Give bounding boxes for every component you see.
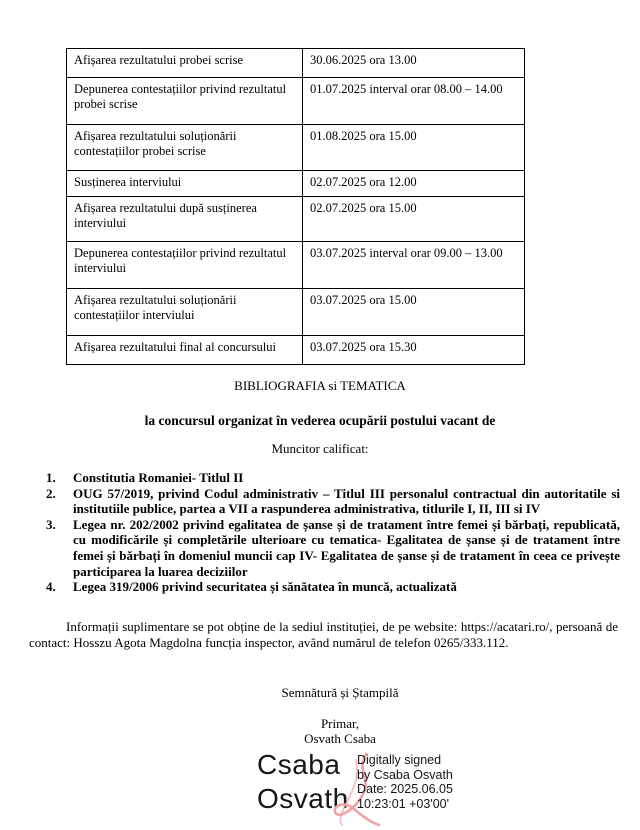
schedule-step-label: Afișarea rezultatului după susținerea interviului xyxy=(67,197,303,242)
schedule-step-value: 03.07.2025 ora 15.30 xyxy=(303,336,525,365)
bibliography-title: BIBLIOGRAFIA si TEMATICA xyxy=(234,378,406,393)
list-item-text: Constitutia Romaniei- Titlul II xyxy=(73,470,244,485)
schedule-step-value: 03.07.2025 interval orar 09.00 – 13.00 xyxy=(303,242,525,289)
list-item-number: 4. xyxy=(46,579,56,595)
digital-signature-detail-line: Date: 2025.06.05 xyxy=(357,782,453,797)
list-item-number: 2. xyxy=(46,485,56,501)
digital-signature-detail-line: by Csaba Osvath xyxy=(357,767,453,782)
vacant-position-label: Muncitor calificat: xyxy=(271,441,369,456)
schedule-step-value: 30.06.2025 ora 13.00 xyxy=(303,49,525,78)
table-row xyxy=(67,49,525,78)
list-item-number: 3. xyxy=(46,516,56,532)
digital-signature[interactable] xyxy=(257,751,483,829)
digital-signature-name-line1: Csaba xyxy=(257,749,341,780)
schedule-step-label: Afișarea rezultatului soluționării contestațiilor interviului xyxy=(67,289,303,336)
list-item-text: Legea nr. 202/2002 privind egalitatea de șanse și de tratament între femei și bărbați, republicată, cu modificările și completările ulterioare cu tematica- Egalitatea de șanse și de tratament între femei și bărbați în domeniul muncii cap IV- Egalitatea de șanse și de tratament în ceea ce privește participarea la luarea deciziilor xyxy=(73,516,620,579)
schedule-step-label: Afișarea rezultatului probei scrise xyxy=(67,49,303,78)
contact-info-paragraph: Informații suplimentare se pot obține de la sediul instituției, de pe website: https://acatari.ro/, persoană de contact: Hosszu Agota Magdolna funcția inspector, având numărul de telefon 0265/333.112. xyxy=(29,619,618,650)
schedule-step-value: 02.07.2025 ora 12.00 xyxy=(303,171,525,197)
digital-signature-details xyxy=(357,753,453,811)
table-row xyxy=(67,171,525,197)
digital-signature-detail-line: Digitally signed xyxy=(357,753,442,767)
schedule-table xyxy=(66,48,525,365)
list-item xyxy=(46,470,620,486)
schedule-step-label: Afișarea rezultatului soluționării contestațiilor probei scrise xyxy=(67,125,303,171)
schedule-step-value: 01.07.2025 interval orar 08.00 – 14.00 xyxy=(303,78,525,125)
list-item-text: Legea 319/2006 privind securitatea și sănătatea în muncă, actualizată xyxy=(73,579,457,595)
bibliography-list xyxy=(46,470,620,595)
table-row xyxy=(67,336,525,365)
table-row xyxy=(67,197,525,242)
table-row xyxy=(67,242,525,289)
signatory-block xyxy=(30,716,640,746)
list-item xyxy=(46,579,620,595)
schedule-step-label: Depunerea contestațiilor privind rezultatul probei scrise xyxy=(67,78,303,125)
schedule-step-label: Afișarea rezultatului final al concursului xyxy=(67,336,303,365)
digital-signature-name-line2: Osvath xyxy=(257,783,349,814)
list-item xyxy=(46,517,620,579)
schedule-step-label: Susținerea interviului xyxy=(67,171,303,197)
signatory-name: Osvath Csaba xyxy=(304,731,376,746)
table-row xyxy=(67,289,525,336)
list-item-text: OUG 57/2019, privind Codul administrativ – Titlul III personalul contractual din autoritatile si institutiile publice, partea a VII a raspunderea administrativa, titlurile I, II, III si IV xyxy=(73,485,620,517)
signatory-title: Primar, xyxy=(320,716,360,731)
table-row xyxy=(67,125,525,171)
schedule-step-value: 03.07.2025 ora 15.00 xyxy=(303,289,525,336)
bibliography-subtitle: la concursul organizat în vederea ocupării postului vacant de xyxy=(144,413,496,428)
schedule-step-label: Depunerea contestațiilor privind rezultatul interviului xyxy=(67,242,303,289)
signature-stamp-label: Semnătură și Ștampilă xyxy=(281,685,399,700)
schedule-step-value: 02.07.2025 ora 15.00 xyxy=(303,197,525,242)
schedule-step-value: 01.08.2025 ora 15.00 xyxy=(303,125,525,171)
table-row xyxy=(67,78,525,125)
digital-signature-detail-line: 10:23:01 +03'00' xyxy=(357,796,450,811)
list-item xyxy=(46,486,620,517)
list-item-number: 1. xyxy=(46,470,56,485)
